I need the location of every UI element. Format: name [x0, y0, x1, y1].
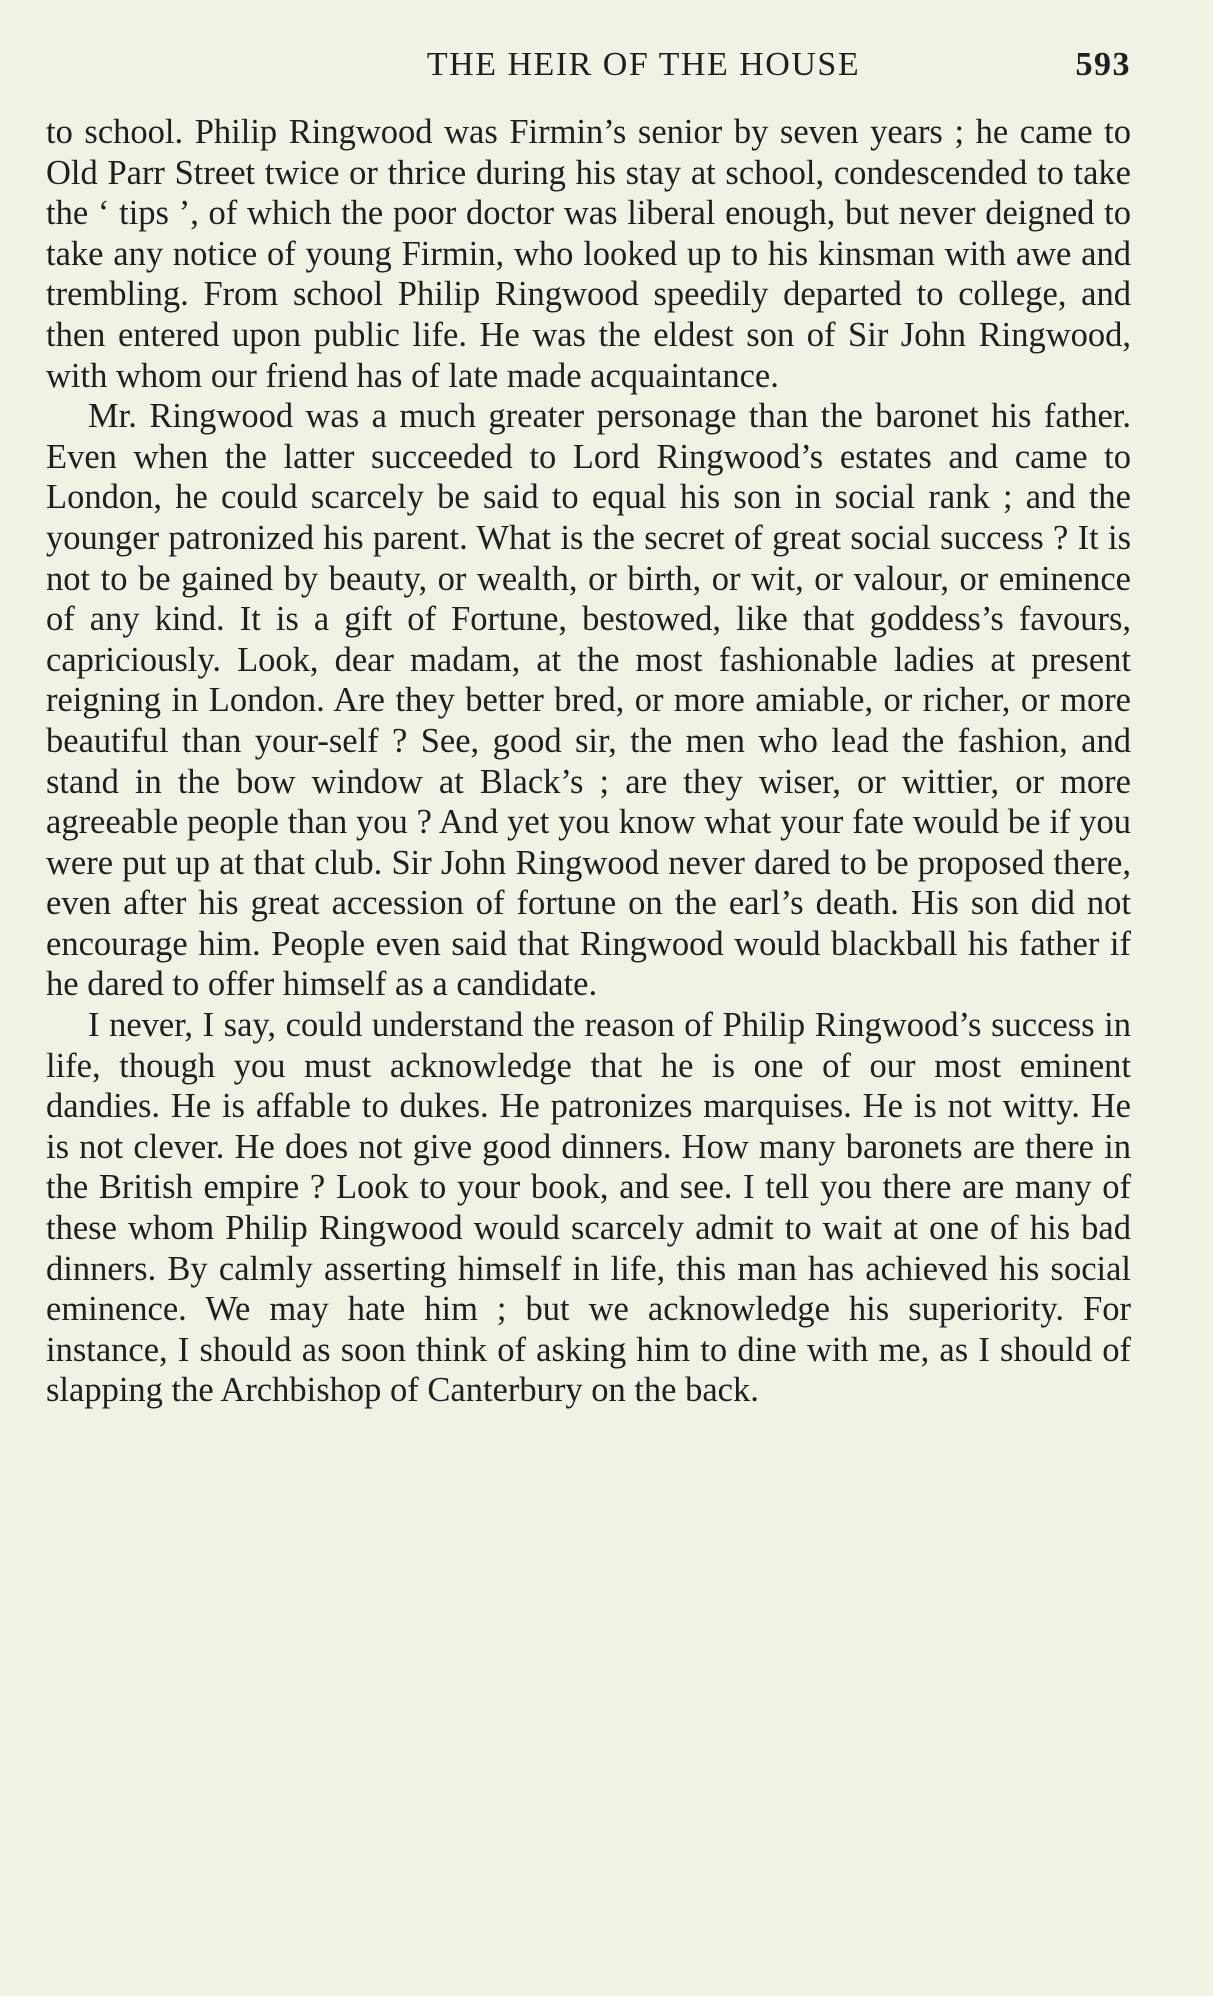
body-text [46, 112, 1131, 1411]
paragraph: to school. Philip Ringwood was Firmin’s senior by seven years ; he came to Old Parr Street twice or thrice during his stay at school, condescended to take the ‘ tips ’, of which the poor doctor was liberal enough, but never deigned to take any notice of young Firmin, who looked up to his kinsman with awe and trembling. From school Philip Ringwood speedily departed to college, and then entered upon public life. He was the eldest son of Sir John Ringwood, with whom our friend has of late made acquaintance. [46, 113, 1131, 395]
paragraph: I never, I say, could understand the reason of Philip Ringwood’s success in life, though you must acknowledge that he is one of our most eminent dandies. He is affable to dukes. He patronizes marquises. He is not witty. He is not clever. He does not give good dinners. How many baronets are there in the British empire ? Look to your book, and see. I tell you there are many of these whom Philip Ringwood would scarcely admit to wait at one of his bad dinners. By calmly asserting himself in life, this man has achieved his social eminence. We may hate him ; but we acknowledge his superiority. For instance, I should as soon think of asking him to dine with me, as I should of slapping the Archbishop of Canterbury on the back. [46, 1006, 1131, 1410]
running-title: THE HEIR OF THE HOUSE [426, 46, 861, 83]
paragraph: Mr. Ringwood was a much greater personage than the baronet his father. Even when the latter succeeded to Lord Ringwood’s estates and came to London, he could scarcely be said to equal his son in social rank ; and the younger patronized his parent. What is the secret of great social success ? It is not to be gained by beauty, or wealth, or birth, or wit, or valour, or eminence of any kind. It is a gift of Fortune, bestowed, like that goddess’s favours, capriciously. Look, dear madam, at the most fashionable ladies at present reigning in London. Are they better bred, or more amiable, or richer, or more beautiful than your-self ? See, good sir, the men who lead the fashion, and stand in the bow window at Black’s ; are they wiser, or wittier, or more agreeable people than you ? And yet you know what your fate would be if you were put up at that club. Sir John Ringwood never dared to be proposed there, even after his great accession of fortune on the earl’s death. His son did not encourage him. People even said that Ringwood would blackball his father if he dared to offer himself as a candidate. [46, 397, 1131, 1004]
page-number: 593 [1075, 46, 1131, 83]
running-head [46, 46, 1131, 90]
